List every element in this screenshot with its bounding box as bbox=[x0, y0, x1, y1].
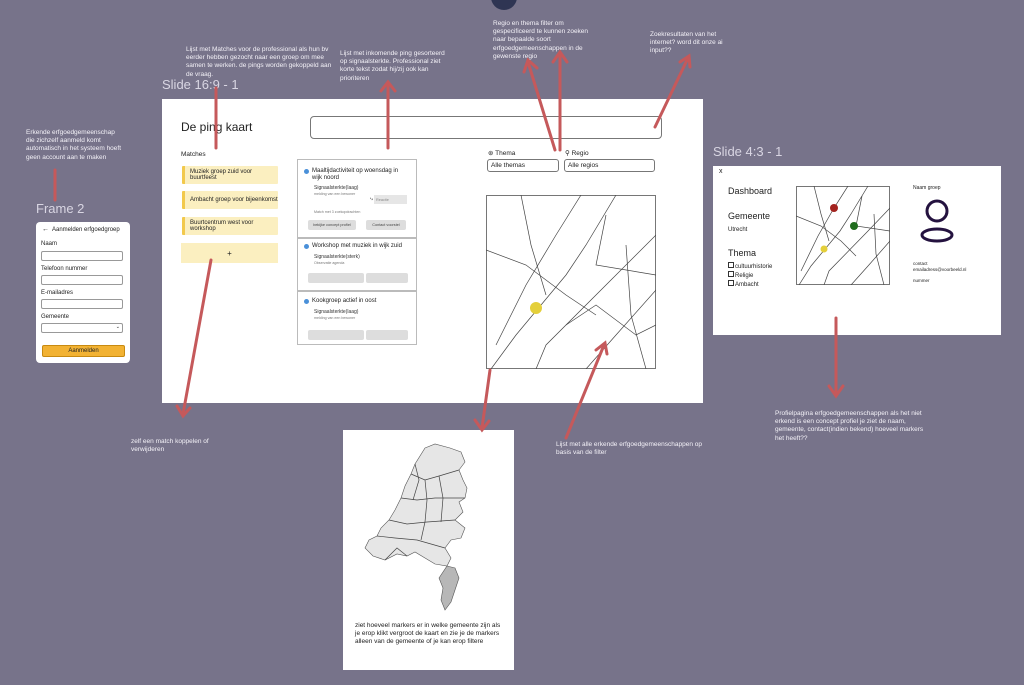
match-label: Buurtcentrum west voor workshop bbox=[190, 220, 254, 232]
close-button[interactable]: x bbox=[719, 168, 723, 175]
ping-title: Maaltijdactiviteit op woensdag in wijk noord bbox=[312, 168, 399, 181]
note-couple: zelf een match koppelen of verwijderen bbox=[131, 438, 209, 454]
note-profile: Profielpagina erfgoedgemeenschappen als het niet erkend is een concept profiel je ziet de naam, gemeente, contact(indien bekend) hoeveel markers het heeft?? bbox=[775, 410, 924, 442]
ping-strength: Signaalsterkte(laag) bbox=[314, 185, 359, 191]
match-label: Ambacht groep voor bijeenkomst bbox=[190, 197, 278, 203]
reply-icon: ⤷ bbox=[370, 196, 373, 202]
dashboard-title: Dashboard bbox=[728, 186, 773, 196]
match-label: Muziek groep zuid voor buurtfeest bbox=[190, 169, 253, 181]
frame-label-slide169: Slide 16:9 - 1 bbox=[162, 77, 239, 92]
contact-number: nummer bbox=[913, 278, 930, 283]
regio-select[interactable]: Alle regios bbox=[564, 159, 655, 172]
ping-source: melding van een bewoner bbox=[314, 192, 356, 196]
note-list: Lijst met alle erkende erfgoedgemeenschappen op basis van de filter bbox=[556, 441, 702, 457]
naam-label: Naam bbox=[41, 241, 58, 247]
add-match-button[interactable]: + bbox=[181, 243, 278, 263]
frame-label-slide43: Slide 4:3 - 1 bbox=[713, 144, 783, 159]
contact-email: emailadress@voorbeeld.nl bbox=[913, 267, 967, 272]
register-title: Aanmelden erfgoedgroep bbox=[52, 227, 120, 233]
note-filter: Regio en thema filter om gespecificeerd te kunnen zoeken naar bepaalde soort erfgoedgemeenschappen in de gewenste regio bbox=[493, 20, 589, 60]
regio-label: ⚲ Regio bbox=[565, 150, 589, 157]
note-pings: Lijst met inkomende ping gesorteerd op signaalsterkte. Professional ziet korte tekst zodat hij/zij ook kan prioriteren bbox=[340, 50, 445, 82]
ping-match-count: Match met 3 zoekopdrachten bbox=[314, 210, 361, 214]
ping-source: melding van een bewoner bbox=[314, 316, 356, 320]
gemeente-heading: Gemeente bbox=[728, 211, 771, 221]
contact-proposal-button[interactable]: Contact voorstel bbox=[366, 220, 406, 230]
arrow-left-icon[interactable]: ← bbox=[42, 226, 49, 233]
thema-option[interactable]: Religie bbox=[728, 271, 753, 279]
page-title: De ping kaart bbox=[181, 120, 253, 134]
ping-strength: Signaalsterkte(sterk) bbox=[314, 254, 360, 260]
reply-input[interactable]: Reactie bbox=[374, 195, 407, 204]
thema-option[interactable]: Ambacht bbox=[728, 280, 759, 288]
ping-source: Observatie agenda bbox=[314, 261, 345, 265]
register-submit-button[interactable]: Aanmelden bbox=[42, 345, 125, 357]
contact-label: contact bbox=[913, 261, 928, 266]
ping-strength: Signaalsterkte(laag) bbox=[314, 309, 359, 315]
thema-option[interactable]: cultuurhistorie bbox=[728, 262, 772, 270]
group-name: Naam groep bbox=[913, 185, 941, 191]
note-matches: Lijst met Matches voor de professional als hun bv eerder hebben gezocht naar een groep om mee samen te werken. de pings worden gekoppeld aan de vraag. bbox=[186, 46, 332, 78]
email-label: E-mailadres bbox=[41, 290, 74, 296]
note-register: Erkende erfgoedgemeenschap die zichzelf aanmeld komt automatisch in het systeem hoeft geen account aan te maken bbox=[26, 129, 122, 161]
frame-label-frame2: Frame 2 bbox=[36, 201, 85, 216]
gemeente-label: Gemeente bbox=[41, 314, 70, 320]
chevron-down-icon: ⌄ bbox=[115, 324, 120, 330]
thema-label: ⊛ Thema bbox=[488, 150, 516, 157]
matches-heading: Matches bbox=[181, 151, 206, 158]
location-pin-icon: ⚲ bbox=[565, 150, 572, 157]
telefoon-label: Telefoon nummer bbox=[41, 266, 88, 272]
note-mapnote: ziet hoeveel markers er in welke gemeente zijn als je erop klikt vergroot de kaart en zie je de markers alleen van de gemeente of je kan erop filtere bbox=[355, 622, 501, 646]
ping-title: Kookgroep actief in oost bbox=[312, 298, 377, 304]
ping-title: Workshop met muziek in wijk zuid bbox=[312, 243, 402, 249]
thema-heading: Thema bbox=[728, 248, 757, 258]
thema-select[interactable]: Alle themas bbox=[487, 159, 559, 172]
view-concept-profile-button[interactable]: bekijke concept profiel bbox=[308, 220, 356, 230]
note-search: Zoekresultaten van het internet? word dit onze ai input?? bbox=[650, 31, 723, 55]
gemeente-value: Utrecht bbox=[728, 227, 748, 233]
palette-icon: ⊛ bbox=[488, 150, 496, 157]
